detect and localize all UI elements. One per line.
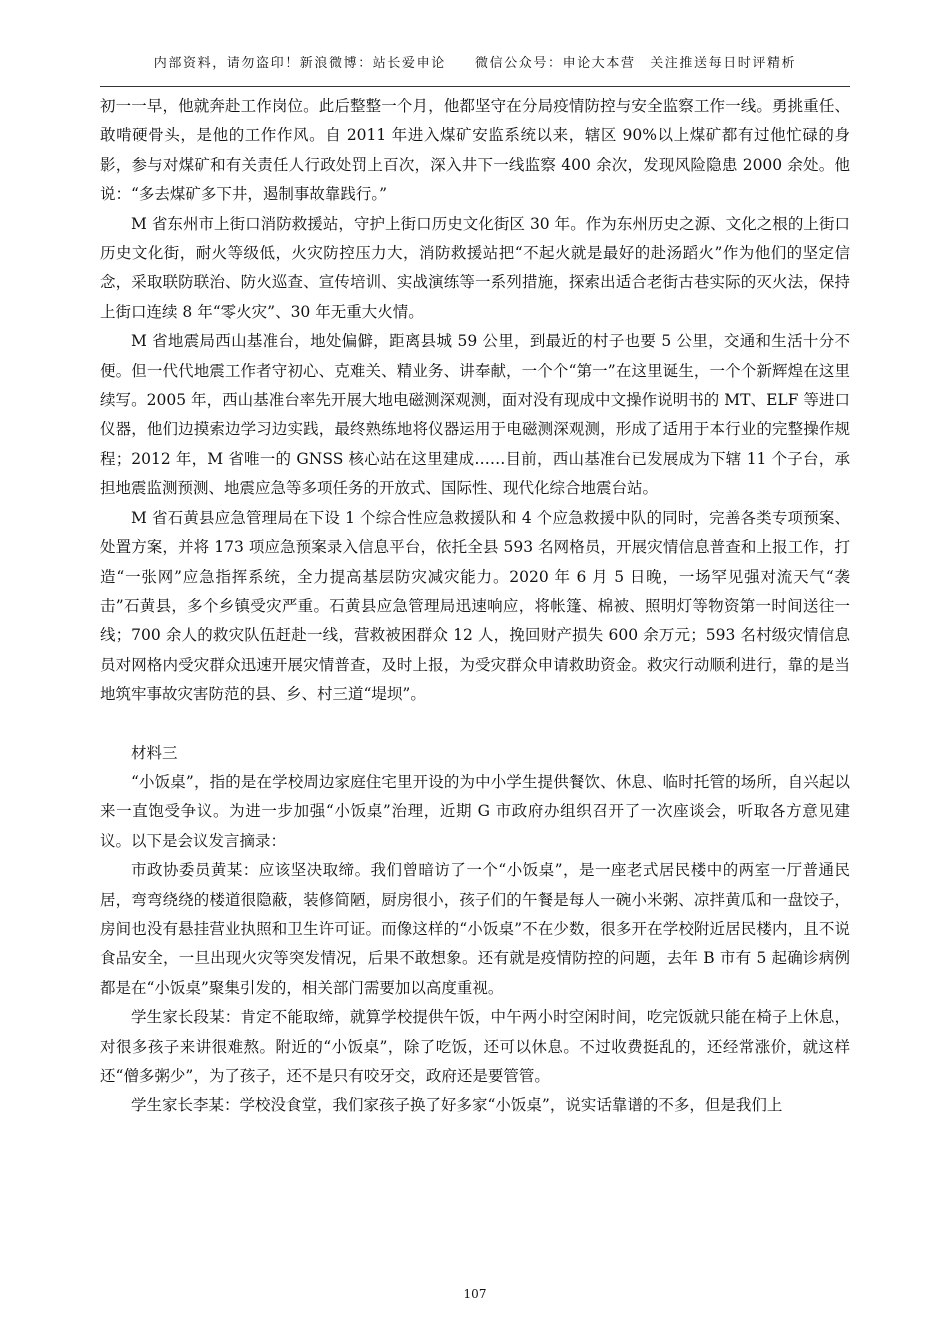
paragraph: M 省地震局西山基准台，地处偏僻，距离县城 59 公里，到最近的村子也要 5 公里，交通和生活十分不便。但一代代地震工作者守初心、克难关、精业务、讲奉献，一个个“第一”在这里诞生，一个个新辉煌在这里续写。2005 年，西山基准台率先开展大地电磁测深观测，面对没有现成中文操作说明书的 MT、ELF 等进口仪器，他们边摸索边学习边实践，最终熟练地将仪器运用于电磁测深观测，形成了适用于本行业的完整操作规程；2012 年，M 省唯一的 GNSS 核心站在这里建成……目前，西山基准台已发展成为下辖 11 个子台，承担地震监测预测、地震应急等多项任务的开放式、国际性、现代化综合地震台站。 [100, 332, 850, 498]
paragraph: 学生家长李某：学校没食堂，我们家孩子换了好多家“小饭桌”，说实话靠谱的不多，但是我们上 [131, 1096, 783, 1115]
document-body [100, 92, 850, 1121]
paragraph: 学生家长段某：肯定不能取缔，就算学校提供午饭，中午两小时空闲时间，吃完饭就只能在椅子上休息，对很多孩子来讲很难熬。附近的“小饭桌”，除了吃饭，还可以休息。不过收费挺乱的，还经常涨价，就这样还“僧多粥少”，为了孩子，还不是只有咬牙交，政府还是要管管。 [100, 1008, 850, 1085]
header-divider [100, 86, 850, 87]
paragraph: 市政协委员黄某：应该坚决取缔。我们曾暗访了一个“小饭桌”，是一座老式居民楼中的两室一厅普通民居，弯弯绕绕的楼道很隐蔽，装修简陋，厨房很小，孩子们的午餐是每人一碗小米粥、凉拌黄瓜和一盘饺子，房间也没有悬挂营业执照和卫生许可证。而像这样的“小饭桌”不在少数，很多开在学校附近居民楼内，且不说食品安全，一旦出现火灾等突发情况，后果不敢想象。还有就是疫情防控的问题，去年 B 市有 5 起确诊病例都是在“小饭桌”聚集引发的，相关部门需要加以高度重视。 [100, 861, 850, 997]
paragraph: M 省石黄县应急管理局在下设 1 个综合性应急救援队和 4 个应急救援中队的同时，完善各类专项预案、处置方案，并将 173 项应急预案录入信息平台，依托全县 593 名网格员，开展灾情信息普查和上报工作，打造“一张网”应急指挥系统，全力提高基层防灾减灾能力。2020 年 6 月 5 日晚，一场罕见强对流天气“袭击”石黄县，多个乡镇受灾严重。石黄县应急管理局迅速响应，将帐篷、棉被、照明灯等物资第一时间送往一线；700 余人的救灾队伍赶赴一线，营救被困群众 12 人，挽回财产损失 600 余万元；593 名村级灾情信息员对网格内受灾群众迅速开展灾情普查，及时上报，为受灾群众申请救助资金。救灾行动顺利进行，靠的是当地筑牢事故灾害防范的县、乡、村三道“堤坝”。 [100, 508, 850, 704]
paragraph: 初一一早，他就奔赴工作岗位。此后整整一个月，他都坚守在分局疫情防控与安全监察工作一线。勇挑重任、敢啃硬骨头，是他的工作作风。自 2011 年进入煤矿安监系统以来，辖区 90%以上煤矿都有过他忙碌的身影，参与对煤矿和有关责任人行政处罚上百次，深入井下一线监察 400 余次，发现风险隐患 2000 余处。他说：“多去煤矿多下井，遏制事故靠践行。” [100, 97, 850, 204]
page-number: 107 [463, 1287, 487, 1301]
section-spacer [100, 710, 850, 739]
section-heading: 材料三 [131, 743, 178, 762]
page-header: 内部资料，请勿盗印！新浪微博：站长爱申论 微信公众号：申论大本营 关注推送每日时评精析 [153, 56, 797, 71]
paragraph: “小饭桌”，指的是在学校周边家庭住宅里开设的为中小学生提供餐饮、休息、临时托管的场所，自兴起以来一直饱受争议。为进一步加强“小饭桌”治理，近期 G 市政府办组织召开了一次座谈会，听取各方意见建议。以下是会议发言摘录： [100, 772, 850, 850]
paragraph: M 省东州市上街口消防救援站，守护上街口历史文化街区 30 年。作为东州历史之源、文化之根的上街口历史文化街，耐火等级低，火灾防控压力大，消防救援站把“不起火就是最好的赴汤蹈火”作为他们的坚定信念，采取联防联治、防火巡查、宣传培训、实战演练等一系列措施，探索出适合老街古巷实际的灭火法，保持上街口连续 8 年“零火灾”、30 年无重大火情。 [100, 214, 850, 321]
